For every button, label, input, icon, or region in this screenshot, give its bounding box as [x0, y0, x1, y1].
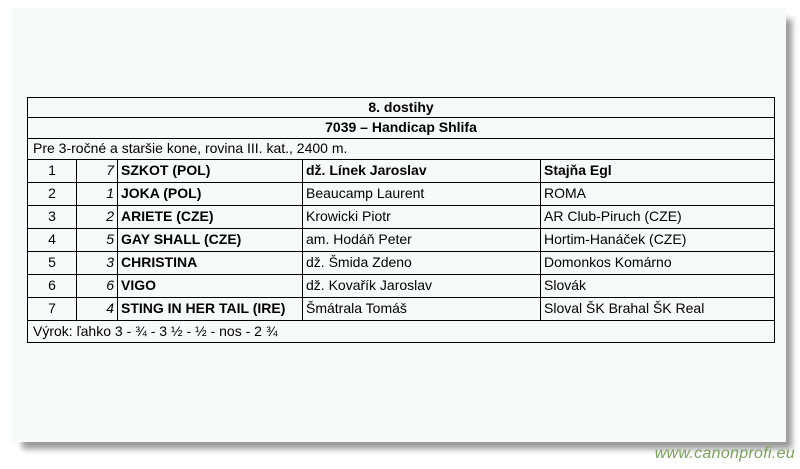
jockey-name: Krowicki Piotr — [303, 206, 541, 229]
stable-name: Slovák — [541, 275, 775, 298]
jockey-name: Šmátrala Tomáš — [303, 298, 541, 321]
jockey-name: am. Hodáň Peter — [303, 229, 541, 252]
race-number-heading: 8. dostihy — [28, 98, 775, 118]
table-row — [28, 275, 775, 298]
horse-name: ARIETE (CZE) — [118, 206, 303, 229]
watermark-url: www.canonprofi.eu — [654, 445, 795, 462]
table-row — [28, 252, 775, 275]
finish-position: 7 — [28, 298, 77, 321]
finish-position: 6 — [28, 275, 77, 298]
start-number: 4 — [77, 298, 118, 321]
finish-position: 2 — [28, 183, 77, 206]
table-row — [28, 206, 775, 229]
race-title-heading: 7039 – Handicap Shlifa — [28, 118, 775, 139]
race-results-table — [27, 97, 775, 343]
finish-position: 4 — [28, 229, 77, 252]
start-number: 7 — [77, 160, 118, 183]
jockey-name: dž. Kovařík Jaroslav — [303, 275, 541, 298]
race-number-row — [28, 98, 775, 118]
race-conditions-text: Pre 3-ročné a staršie kone, rovina III. kat., 2400 m. — [28, 139, 775, 160]
start-number: 5 — [77, 229, 118, 252]
table-row — [28, 160, 775, 183]
horse-name: SZKOT (POL) — [118, 160, 303, 183]
stable-name: Sloval ŠK Brahal ŠK Real — [541, 298, 775, 321]
document-page — [12, 8, 786, 442]
verdict-text: Výrok: ľahko 3 - ¾ - 3 ½ - ½ - nos - 2 ¾ — [28, 321, 775, 343]
finish-position: 3 — [28, 206, 77, 229]
jockey-name: dž. Šmida Zdeno — [303, 252, 541, 275]
horse-name: CHRISTINA — [118, 252, 303, 275]
table-row — [28, 298, 775, 321]
jockey-name: Beaucamp Laurent — [303, 183, 541, 206]
horse-name: STING IN HER TAIL (IRE) — [118, 298, 303, 321]
stable-name: Hortim-Hanáček (CZE) — [541, 229, 775, 252]
finish-position: 5 — [28, 252, 77, 275]
start-number: 1 — [77, 183, 118, 206]
stable-name: ROMA — [541, 183, 775, 206]
race-conditions-row — [28, 139, 775, 160]
horse-name: JOKA (POL) — [118, 183, 303, 206]
horse-name: GAY SHALL (CZE) — [118, 229, 303, 252]
start-number: 2 — [77, 206, 118, 229]
stable-name: Stajňa Egl — [541, 160, 775, 183]
stable-name: Domonkos Komárno — [541, 252, 775, 275]
race-title-row — [28, 118, 775, 139]
horse-name: VIGO — [118, 275, 303, 298]
stable-name: AR Club-Piruch (CZE) — [541, 206, 775, 229]
start-number: 3 — [77, 252, 118, 275]
verdict-row — [28, 321, 775, 343]
jockey-name: dž. Línek Jaroslav — [303, 160, 541, 183]
table-row — [28, 229, 775, 252]
finish-position: 1 — [28, 160, 77, 183]
table-row — [28, 183, 775, 206]
start-number: 6 — [77, 275, 118, 298]
